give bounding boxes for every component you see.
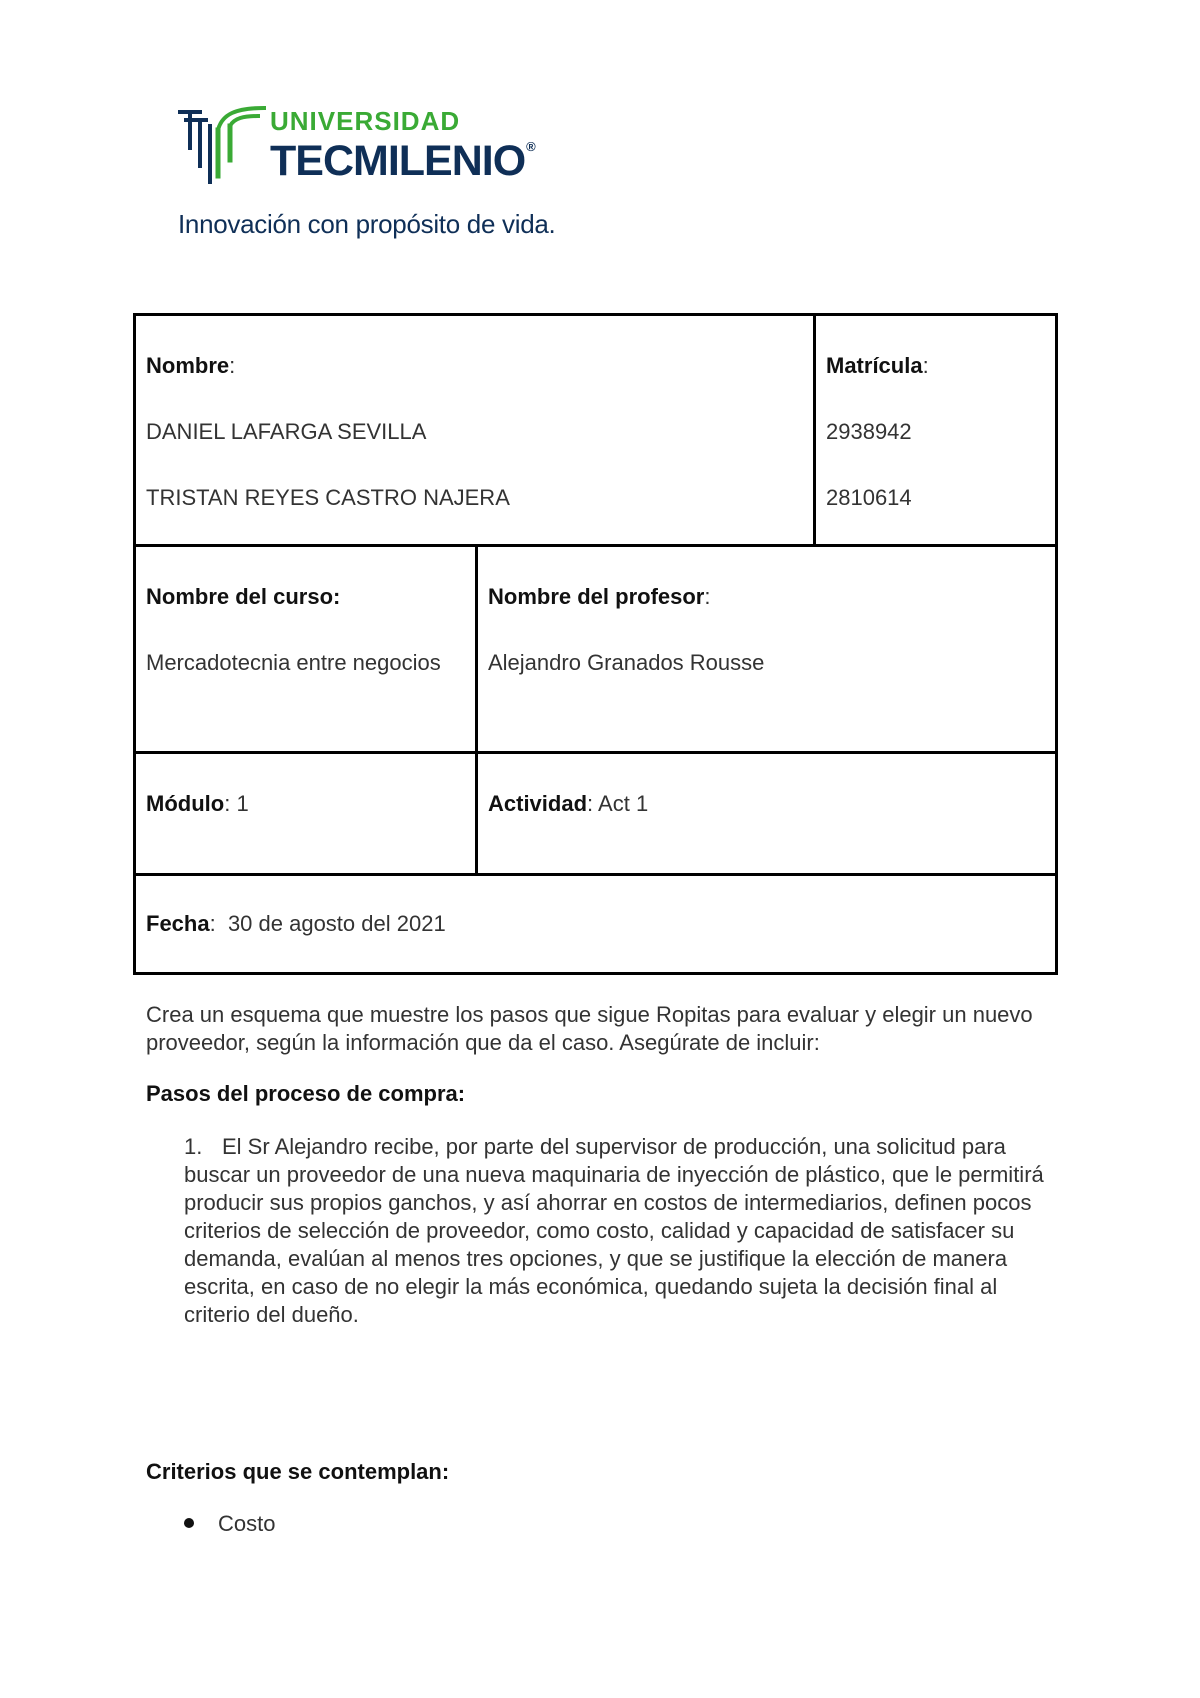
step-number: 1.	[184, 1134, 203, 1159]
curso-cell	[135, 546, 477, 753]
logo-slogan: Innovación con propósito de vida.	[178, 209, 556, 239]
matricula-label: Matrícula	[826, 353, 923, 378]
step-text: El Sr Alejandro recibe, por parte del supervisor de producción, una solicitud para buscar un proveedor de una nueva maquinaria de inyección de plástico, que le permitirá producir sus propios ganchos, y así ahorrar en costos de intermediarios, definen pocos criterios de selección de proveedor, como costo, calidad y capacidad de satisfacer su demanda, evalúan al menos tres opciones, y que se justifique la elección de manera escrita, en caso de no elegir la más económica, quedando sujeta la decisión final al criterio del dueño.	[184, 1134, 1044, 1327]
criterio-text: Costo	[218, 1511, 276, 1536]
modulo-value: 1	[236, 791, 249, 816]
matricula-cell: Matrícula: 2938942 2810614	[815, 315, 1057, 546]
student-name-1: DANIEL LAFARGA SEVILLA	[146, 419, 427, 444]
profesor-label: Nombre del profesor	[488, 584, 705, 609]
modulo-cell: Módulo: 1	[135, 753, 477, 875]
profesor-cell: Nombre del profesor: Alejandro Granados Rousse	[477, 546, 1057, 753]
student-name-2: TRISTAN REYES CASTRO NAJERA	[146, 485, 510, 510]
list-item	[184, 1511, 275, 1537]
nombre-label: Nombre	[146, 353, 230, 378]
student-info-table	[133, 313, 1058, 975]
criterios-heading: Criterios que se contemplan:	[146, 1459, 450, 1484]
fecha-value: 30 de agosto del 2021	[227, 911, 446, 936]
university-logo	[178, 104, 578, 244]
nombre-cell: Nombre: DANIEL LAFARGA SEVILLA TRISTAN REYES CASTRO NAJERA	[135, 315, 815, 546]
fecha-label: Fecha	[146, 911, 210, 936]
bullet-icon	[184, 1518, 194, 1528]
profesor-value: Alejandro Granados Rousse	[488, 650, 765, 675]
list-item	[184, 1133, 1054, 1329]
registered-mark: ®	[526, 139, 536, 154]
curso-label: Nombre del curso:	[146, 584, 341, 609]
logo-tecmilenio-word: TECMILENIO	[270, 137, 526, 185]
actividad-cell: Actividad: Act 1	[477, 753, 1057, 875]
student-id-2: 2810614	[826, 485, 912, 510]
tecmilenio-emblem-icon	[178, 104, 268, 184]
pasos-heading: Pasos del proceso de compra:	[146, 1081, 466, 1106]
modulo-label: Módulo	[146, 791, 225, 816]
fecha-cell: Fecha: 30 de agosto del 2021	[135, 875, 1057, 974]
instructions-paragraph: Crea un esquema que muestre los pasos que sigue Ropitas para evaluar y elegir un nuevo proveedor, según la información que da el caso. Asegúrate de incluir:	[146, 1002, 1033, 1055]
curso-value: Mercadotecnia entre negocios	[146, 650, 441, 675]
logo-universidad-text: UNIVERSIDAD	[270, 106, 461, 136]
actividad-value: Act 1	[598, 791, 649, 816]
logo-tecmilenio-text	[270, 137, 536, 185]
student-id-1: 2938942	[826, 419, 912, 444]
actividad-label: Actividad	[488, 791, 588, 816]
